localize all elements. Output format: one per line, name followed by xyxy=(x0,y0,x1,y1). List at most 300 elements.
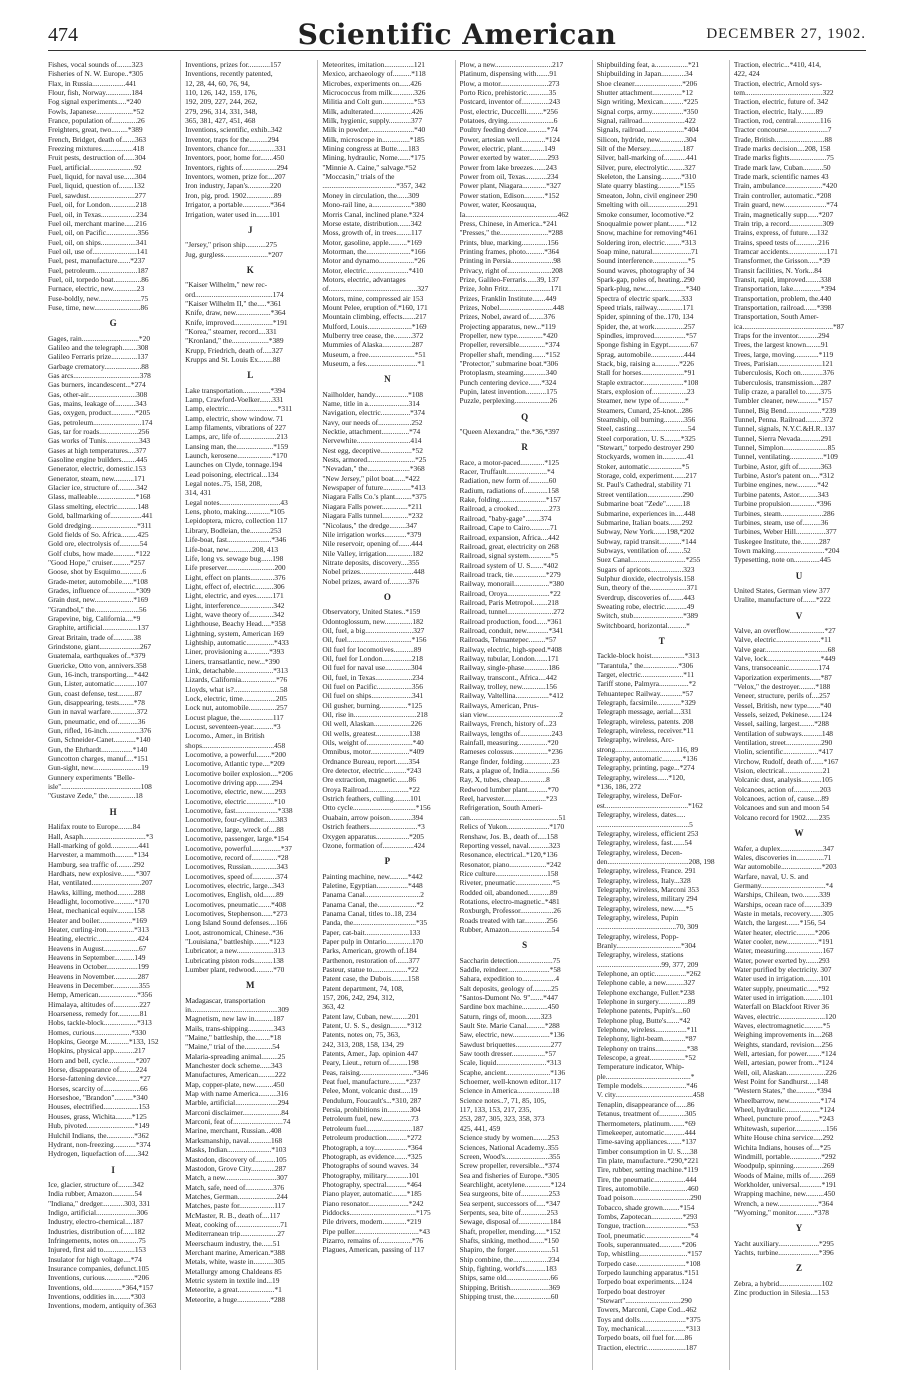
index-entry: Railroad, Paris Metropol........218 xyxy=(459,597,559,607)
index-entry: Fuel, liquid, for naval use......304 xyxy=(48,172,147,182)
index-entry: Museum, a free.........................*51 xyxy=(322,349,426,359)
index-entry: "Maine," battleship, the........*18 xyxy=(185,1033,282,1043)
index-entry: Fuel, pest, manufacture.......*237 xyxy=(48,256,146,266)
index-entry: Fuel, artificial........................92 xyxy=(48,162,142,172)
index-entry: Heavens in November.............287 xyxy=(48,971,149,981)
index-entry: Match, safe, need of...............376 xyxy=(185,1182,285,1192)
index-entry: Painting machine, new..........*442 xyxy=(322,871,423,881)
index-entry: Militia and Colt gun.................*53 xyxy=(322,97,425,107)
index-entry: Plagues, American, passing of 117 xyxy=(322,1245,425,1255)
index-entry: Waves, electromagnetic..........*5 xyxy=(733,1021,831,1031)
index-entry: Traction, rod, central.............116 xyxy=(733,116,831,126)
index-entry: Life, long vs. sewage bug......198 xyxy=(185,553,284,563)
index-entry: Goose, shot by Esquimo............6 xyxy=(48,567,147,577)
index-entry: Persia, prohibitions in............304 xyxy=(322,1105,421,1115)
index-entry: Guericke, Otto von, annivers.358 xyxy=(48,660,147,670)
index-entry: Jug, gurgless........................*207 xyxy=(185,249,283,259)
index-entry: Meerschaum industry, the......51 xyxy=(185,1238,281,1248)
index-entry: Science study by women........253 xyxy=(459,1133,560,1143)
index-entry: Krupp, Friedrich, death of.....327 xyxy=(185,345,283,355)
index-entry: Flax, in Russia..................441 xyxy=(48,78,137,88)
index-entry: Gun, disappearing, tests........*78 xyxy=(48,698,145,708)
index-entry: Map with name America..........316 xyxy=(185,1089,289,1099)
index-entry: Gas, petroleum..........................174 xyxy=(48,417,153,427)
index-entry: Telephone in surgery................89 xyxy=(596,997,696,1007)
index-entry: Pile drivers, modern.............*219 xyxy=(322,1217,422,1227)
index-entry: Telescope, a great...................*52 xyxy=(596,1053,696,1063)
index-entry: Stack, big, raising a.............*226 xyxy=(596,359,694,368)
index-entry: Serpents, sea, bite of..............253 xyxy=(459,1207,558,1217)
index-entry: Protoplasm, steaming............340 xyxy=(459,368,557,378)
index-entry: Inventors, poor, home for.......450 xyxy=(185,153,285,163)
index-entry: Train, ambulance....................*420 xyxy=(733,181,838,191)
index-entry: Niagara Falls tunnel..............*232 xyxy=(322,511,423,521)
index-entry: Milk, adulterated.....................426 xyxy=(322,106,424,116)
index-entry: Oil, fuel...................................*156 xyxy=(322,635,427,645)
index-entry: Madagascar, transportation xyxy=(185,995,266,1005)
index-entry: Torpedo launching apparatus.*151 xyxy=(596,1268,699,1277)
index-entry: Thermometers, platinum........*69 xyxy=(596,1118,696,1128)
index-entry: Link, detachable.....................*313 xyxy=(185,665,289,675)
index-entry: Trees, the largest known........91 xyxy=(733,340,829,350)
index-entry: Telephone exchange, Fuller.*238 xyxy=(596,987,695,997)
index-entry: Race, a motor-paced.............*125 xyxy=(459,457,560,467)
index-entry: Locomotive, a powerful........*200 xyxy=(185,750,286,760)
index-entry: Homes, curious....................*330 xyxy=(48,1027,147,1037)
index-entry: Smeaton, John, civil engineer 290 xyxy=(596,190,698,200)
index-entry: Trade mark, scientific names 43 xyxy=(733,172,829,182)
index-entry: Turbine, Astor, gift of............363 xyxy=(733,461,832,471)
index-entry: Telegraph, wireless, patents. 208 xyxy=(596,716,694,726)
index-entry: Well, artesian, power from...*124 xyxy=(733,1058,834,1068)
index-entry: Turbines, steam, use of..........36 xyxy=(733,517,829,527)
index-entry: Mails, trans-shipping..............343 xyxy=(185,1023,285,1033)
index-entry: 157, 206, 242, 294, 312, xyxy=(322,993,395,1002)
index-entry: "Presses," the..........................*288 xyxy=(459,228,563,238)
index-entry: "Stewart," torpedo destroyer 290 xyxy=(596,443,694,453)
index-entry: Mining, hydraulic, Nome.......*175 xyxy=(322,153,426,163)
index-entry: Shipping trust, the....................60 xyxy=(459,1292,559,1301)
index-entry: Railroad, "baby-gage"........374 xyxy=(459,513,552,523)
index-entry: Heavens in September...........149 xyxy=(48,952,146,962)
index-entry: Telegraphy, wireless, Arc- xyxy=(596,735,675,745)
index-entry: Workholder, universal............*191 xyxy=(733,1179,837,1189)
index-entry: Houses, electrified...................153 xyxy=(48,1102,150,1112)
index-entry: Trade marks decision....208, 158 xyxy=(733,144,831,154)
index-entry: Railways, French, history of...23 xyxy=(459,719,557,729)
section-letter: W xyxy=(794,828,804,839)
index-entry: Telephone, an optic.................*262 xyxy=(596,969,701,978)
index-entry: Spider, spinning of the..170, 134 xyxy=(596,312,694,322)
index-entry: Waste in metals, recovery.......305 xyxy=(733,908,834,918)
index-entry: Patents, notes on, 75, 363, xyxy=(322,1030,400,1040)
index-entry: Furnace, electric, new.............23 xyxy=(48,284,145,294)
index-entry: Propeller shaft, mending.......*152 xyxy=(459,349,561,359)
index-entry: Volcanic dust, analysis...........105 xyxy=(733,775,833,785)
index-entry: West Point for Sandhurst.....148 xyxy=(733,1077,829,1087)
index-entry: Lumber plant, redwood..........*70 xyxy=(185,964,285,974)
index-entry: Zebra, a hybrid.......................102 xyxy=(733,1278,833,1288)
index-entry: Fuel oil, merchant marine......216 xyxy=(48,218,147,228)
index-entry: Ships, same old........................66 xyxy=(459,1273,558,1283)
index-entry: Waves, electric.........................120 xyxy=(733,1011,837,1021)
index-entry: Inventions, curious................*206 xyxy=(48,1273,149,1283)
index-entry: "Good Hope," cruiser..........*257 xyxy=(48,557,145,567)
index-entry: Lightning, system, American 169 xyxy=(185,628,284,638)
index-entry: Ostrich feathers..........................*3 xyxy=(322,822,425,832)
index-entry: Power, electric, plant............149 xyxy=(459,144,556,154)
index-entry: Turbine engines, new...........*42 xyxy=(733,480,829,490)
index-entry: Merchant marine, American.*388 xyxy=(185,1247,285,1257)
index-entry: Transportation, lake...............*394 xyxy=(733,284,836,294)
index-entry: Ship combine, the...................234 xyxy=(459,1254,560,1264)
index-entry: Peas, raising.............................*346 xyxy=(322,1067,429,1077)
index-entry: Plow, a new...............................217 xyxy=(459,60,564,69)
index-entry: Telephone, wireless.................*11 xyxy=(596,1025,698,1035)
index-entry: Garbage crematory....................88 xyxy=(48,361,149,371)
index-entry: Wichita Indians, houses of....*25 xyxy=(733,1142,831,1152)
index-entry: Locust, seventeen-year...........*3 xyxy=(185,722,281,732)
index-entry: Nile Valley, irrigation..............182 xyxy=(322,548,424,558)
index-entry: Prizes, Nobel.............................448 xyxy=(459,302,565,312)
index-entry: Tunnel, signals, N.Y.C.&H.R..137 xyxy=(733,424,836,434)
index-entry: Staple extractor......................*108 xyxy=(596,377,699,387)
index-entry: Telephony, light-beam............*87 xyxy=(596,1034,697,1044)
index-entry: Golf clubs, how made............*122 xyxy=(48,548,151,558)
index-entry: Meteorite, a great....................*1 xyxy=(185,1285,282,1295)
index-entry: Railroad, a crooked.................273 xyxy=(459,504,561,514)
index-entry: Rameses colossus...................*236 xyxy=(459,747,563,757)
index-entry: "Queen Alexandra," the.*36,*397 xyxy=(459,427,560,437)
index-entry: Telegraphy, wireless, Pupin xyxy=(596,912,679,922)
index-entry: Headlight, locomotive...........*170 xyxy=(48,896,150,906)
index-entry: "Kaiser Wilhelm," new rec- xyxy=(185,280,268,290)
index-entry: Storage, cold, experiment.......217 xyxy=(596,471,697,481)
index-entry: Locomotives, electric, large...343 xyxy=(185,880,285,890)
index-entry: Motor, electric.......................*410 xyxy=(322,265,424,275)
index-entry: Railroad, conduit, new............*341 xyxy=(459,625,564,635)
index-entry: Turbine patents, Astor..........343 xyxy=(733,489,829,499)
index-entry: Ouabain, arrow poison............394 xyxy=(322,812,424,822)
index-entry: Mount Pelee, eruption of.*160, 171 xyxy=(322,302,428,312)
index-entry: Traps for the inventor...........294 xyxy=(733,330,830,340)
index-entry: Valve, lock.............................*449 xyxy=(733,653,836,663)
index-entry: Telegraphy, wireless, fast.......54 xyxy=(596,838,692,848)
index-entry: Signal corps, army.................*350 xyxy=(596,106,699,116)
index-entry: Irrigator, a portable...............*364 xyxy=(185,200,286,210)
index-entry: Racer, Truffault......................*4 xyxy=(459,467,555,477)
index-entry: Necktie, attachment...............*74 xyxy=(322,427,421,437)
index-entry: Telegraphy, wireless, Popp- xyxy=(596,931,679,941)
index-entry: Roxburgh, Professor..................26 xyxy=(459,906,561,916)
index-entry: Punch centering device.......*324 xyxy=(459,377,557,387)
index-entry: Inventions, recently patented, xyxy=(185,69,273,79)
index-entry: Lubricator, a new....................313 xyxy=(185,946,285,956)
index-entry: ica.................................................*87 xyxy=(733,321,845,331)
index-entry: Rats, a plague of, India.............56 xyxy=(459,766,560,776)
index-entry: Galileo Ferraris prize..............137 xyxy=(48,352,149,362)
index-entry: Warships, ocean race of.........339 xyxy=(733,899,832,909)
index-entry: Legal notes..75, 158, 208, xyxy=(185,479,262,489)
index-entry: Glass, malleable.....................*168 xyxy=(48,492,151,502)
index-entry: Library, Bodleian, the...........253 xyxy=(185,525,282,535)
index-entry: Redwood lumber plant...........*70 xyxy=(459,784,559,794)
index-entry: Sea surgeons, bite of...............253 xyxy=(459,1189,560,1199)
index-entry: Shipbuilding in Japan.............34 xyxy=(596,69,693,79)
index-entry: Marine, merchant, Russian...408 xyxy=(185,1126,282,1136)
index-entry: Nile reservoir, opening of.......444 xyxy=(322,539,423,549)
index-entry: Piano resonator......................*242 xyxy=(322,1198,424,1208)
index-entry: Grade-meter, automobile......*108 xyxy=(48,576,148,586)
index-entry: Heating, electric......................424 xyxy=(48,934,149,944)
index-entry: Nobel prizes.............................448 xyxy=(322,567,425,577)
index-entry: Tires, automobile.....................460 xyxy=(596,1183,699,1193)
index-entry: Photography, spectral...........*464 xyxy=(322,1179,422,1189)
index-entry: Marble, artificial.......................294 xyxy=(185,1098,289,1108)
index-entry: Sewage, disposal of.................184 xyxy=(459,1217,561,1227)
index-entry: Town making...........................*204 xyxy=(733,545,840,555)
index-entry: Veneer, structure, perils of....257 xyxy=(733,691,831,701)
index-entry: *136, 186, 272 xyxy=(596,782,642,792)
index-entry: Power, artesian well..............*124 xyxy=(459,134,560,144)
index-entry: Milk, microscope in...............*185 xyxy=(322,134,425,144)
index-entry: Fog signal experiments.....*240 xyxy=(48,97,141,107)
index-entry: Fuse, time, new.........................86 xyxy=(48,302,148,312)
index-entry: Tariff stone, Palmyra................*2 xyxy=(596,679,696,689)
index-entry: Nests, armored..........................*25 xyxy=(322,455,427,465)
index-entry: Graphite, artificial...................137 xyxy=(48,623,149,633)
index-entry: Patent department, 74, 108, xyxy=(322,983,404,993)
index-entry: Speed trials, railway..............171 xyxy=(596,302,694,312)
index-entry: Relics of Yukon.......................*170 xyxy=(459,822,565,832)
index-entry: Wheel, hydraulic...................*124 xyxy=(733,1105,835,1115)
index-entry: Tombs, Zapotecan.................*293 xyxy=(596,1211,698,1221)
index-entry: Sea serpent, successors of.....*347 xyxy=(459,1198,561,1208)
index-entry: Lizards, California...................*76 xyxy=(185,675,288,685)
index-entry: Water cooler, new.................*191 xyxy=(733,936,834,946)
index-entry: Lamp, electric...........................*311 xyxy=(185,404,293,414)
index-entry: "Nevadan," the.......................*368 xyxy=(322,464,425,474)
index-entry: Moss, growth of, in trees........117 xyxy=(322,228,422,238)
index-entry: Oil fuel on Pacific...................356 xyxy=(322,682,423,691)
index-entry: 314, 431 xyxy=(185,488,212,498)
index-entry: Trade mark law, Cuban...........50 xyxy=(733,162,831,172)
index-entry: 365, 381, 427, 451, 468 xyxy=(185,116,256,126)
index-entry: 363, 42 xyxy=(322,1002,345,1012)
index-entry: Guatemala, earthquakes of..*379 xyxy=(48,651,146,661)
index-entry: Towers, Marconi, Cape Cod...462 xyxy=(596,1305,697,1315)
index-entry: Meat, cooking of........................71 xyxy=(185,1219,288,1229)
index-entry: Telegraphy, wireless, new.......*5 xyxy=(596,903,694,913)
index-entry: Tire, rubber, setting machine.*119 xyxy=(596,1165,699,1175)
index-entry: Mulberry tree cease, the..........372 xyxy=(322,330,424,340)
index-entry: Traction, electric, Italy........89 xyxy=(733,106,824,116)
index-entry: Silt of the Mersey..................187 xyxy=(596,144,694,154)
index-entry: Krupps and St. Louis Ex........88 xyxy=(185,354,281,364)
index-entry: Telegraphy, wireless, stations xyxy=(596,950,684,960)
index-entry: Loot, astronomical, Chinese..*36 xyxy=(185,927,284,937)
index-entry: Wrapping machine, new..........450 xyxy=(733,1189,836,1199)
index-entry: Railway, Valtellina..................*412 xyxy=(459,691,564,701)
index-entry: Silicon, hydride, new..............304 xyxy=(596,134,697,144)
index-entry: Snoqualmie power plant.........*12 xyxy=(596,218,697,228)
index-entry: Warships, Chilean, two.........339 xyxy=(733,890,831,900)
section-letter: Y xyxy=(795,1223,803,1234)
index-entry: Tools, superannuated............*206 xyxy=(596,1239,697,1249)
index-entry: shops.......................................458 xyxy=(185,740,286,750)
index-entry: of................................................327 xyxy=(322,284,429,294)
section-letter: I xyxy=(111,1164,115,1175)
index-entry: Horn and bell, cycle...............*207 xyxy=(48,1055,151,1065)
index-entry: Navigation, electric................*374 xyxy=(322,408,425,418)
index-entry: Launches on Clyde, tonnage.194 xyxy=(185,460,283,470)
index-entry: Street ventilation...................290 xyxy=(596,489,694,499)
index-entry: Shutter attachment................*12 xyxy=(596,88,693,98)
index-entry: Tetanus, treatment of..............305 xyxy=(596,1109,697,1119)
index-entry: Science notes..7, 71, 85, 105, xyxy=(459,1095,547,1105)
index-entry: Slate quarry blasting............*155 xyxy=(596,181,695,191)
index-entry: Refrigeration, South Ameri- xyxy=(459,803,543,813)
index-entry: Stoker, automatic..................*5 xyxy=(596,461,690,471)
index-entry: Horse-fattening device.............*27 xyxy=(48,1074,151,1084)
page-number: 474 xyxy=(48,24,78,46)
index-entry: Sweating robe, electric............49 xyxy=(596,601,695,611)
index-entry: Gases at high temperatures....377 xyxy=(48,445,147,455)
index-entry: Telephone patents, Pupin's....60 xyxy=(596,1006,691,1016)
index-entry: Railway, monorail...................*380 xyxy=(459,579,564,589)
index-entry: Plow, a motor..........................273 xyxy=(459,78,560,88)
index-entry: Locomotive, powerful................*37 xyxy=(185,843,292,853)
index-entry: Train guard, new.......................*74 xyxy=(733,200,838,210)
index-entry: Nile irrigation works............*379 xyxy=(322,529,422,539)
index-entry: Inventor, traps for the..........294 xyxy=(185,134,279,144)
index-entry: Sverdrup, discoveries of........443 xyxy=(596,592,695,602)
index-entry: can................................................51 xyxy=(459,812,566,822)
index-entry: Liner, provisioning a............*393 xyxy=(185,647,285,657)
index-entry: Potatoes, drying.........................6 xyxy=(459,116,558,126)
index-entry: Spark-plug, new......................*340 xyxy=(596,284,701,294)
section-letter: H xyxy=(109,806,117,817)
index-entry: Spectra of electric spark.......333 xyxy=(596,293,693,303)
index-entry: Fuse-boldly, new.......................75 xyxy=(48,293,149,303)
index-entry: Sardine box machine..............450 xyxy=(459,1002,559,1012)
index-entry: Traction, electric.....................187 xyxy=(596,1342,697,1352)
index-entry: Grades, influence of...............*309 xyxy=(48,585,151,595)
index-entry: Manchester dock scheme......343 xyxy=(185,1061,283,1071)
index-entry: Photograph, a toy..................*364 xyxy=(322,1142,423,1152)
index-entry: Lubricating piston rods..........138 xyxy=(185,955,284,965)
index-entry: Signal, railroad.......................422 xyxy=(596,116,696,126)
index-entry: Railway, trolley, new.............156 xyxy=(459,682,557,691)
index-entry: Liners, transatlantic, new...*390 xyxy=(185,656,280,666)
index-entry: Tumbler cleaner, new...........*157 xyxy=(733,396,833,406)
index-entry: Gas works of Tunis..................343 xyxy=(48,436,151,446)
index-entry: Panama Canal, the.....................*2 xyxy=(322,899,424,909)
index-entry: Map, copper-plate, new..........450 xyxy=(185,1079,285,1089)
index-entry: Hopkins, physical app...........217 xyxy=(48,1046,146,1056)
index-entry: Waterfall on Blackfoot River 36 xyxy=(733,1002,829,1012)
index-entry: Sea and fisheries of Europe..*305 xyxy=(459,1170,560,1180)
index-entry: Hydrogen, liquefaction of.......342 xyxy=(48,1149,149,1159)
index-entry: Train controller, automatic..*208 xyxy=(733,190,832,200)
index-entry: Sugars of apricots..................323 xyxy=(596,564,695,574)
index-entry: Ore extraction, magnetic.......86 xyxy=(322,775,416,785)
index-entry: Vaporization experiments......*87 xyxy=(733,672,832,682)
index-entry: Patent law, Cuban, new.........201 xyxy=(322,1011,420,1021)
index-entry: Railroad, tunnel.........................272 xyxy=(459,607,565,617)
masthead: Scientific American xyxy=(297,18,617,51)
index-entry: Industries, distribution of......182 xyxy=(48,1226,146,1236)
index-entry: Sound waves, photography of 34 xyxy=(596,265,695,275)
index-entry: Panda, the..................................*35 xyxy=(322,918,428,928)
index-entry: Tool, pneumatic.........................*4 xyxy=(596,1230,699,1240)
index-entry: Lake transportation...............*394 xyxy=(185,385,286,395)
index-entry: 425, 441, 459 xyxy=(459,1123,501,1133)
index-entry: "Nicolaus," the dredge.........347 xyxy=(322,520,418,530)
section-letter: J xyxy=(248,224,253,235)
index-entry: Horse, disappearance of.........224 xyxy=(48,1065,147,1075)
index-entry: Lamps, arc, life of....................213 xyxy=(185,432,288,442)
index-entry: Gun, 16-inch, transporting....*442 xyxy=(48,670,149,679)
index-entry: Train trip, a record..................309 xyxy=(733,218,834,228)
index-entry: Ventilation of subways...........148 xyxy=(733,728,834,738)
index-entry: Sawdust briquettes...................277 xyxy=(459,1039,562,1049)
index-entry: 12, 28, 44, 60, 76, 94, xyxy=(185,78,250,88)
index-entry: Submarine boat "Zede".........18 xyxy=(596,499,690,509)
index-entry: "Velox," the destroyer.........*188 xyxy=(733,682,831,691)
index-entry: Indigo, artificial......................306 xyxy=(48,1207,148,1217)
index-entry: Locomotives, Stephenson......*273 xyxy=(185,908,288,918)
index-entry: Great Britain, trade of...........38 xyxy=(48,632,141,642)
index-entry: Patent, U. S. S., design.........*312 xyxy=(322,1021,422,1031)
index-entry: Ship, fighting, world's...........183 xyxy=(459,1263,557,1273)
index-entry: Pupin, latest invention...........175 xyxy=(459,387,558,397)
index-entry: Motors, mine, compressed air 153 xyxy=(322,293,424,303)
index-entry: "Indiana," dredger............303, 331 xyxy=(48,1198,151,1208)
index-entry: Railroad track, tie..................*279 xyxy=(459,569,561,579)
index-entry: Train, magnetically supp......*207 xyxy=(733,209,834,219)
index-entry: Heater and boiler..................*169 xyxy=(48,915,147,925)
index-entry: Oils, weight of.........................*40 xyxy=(322,738,424,748)
index-entry: Tunnel, Penna. Railroad.........372 xyxy=(733,415,834,425)
index-entry: Morse estate, distribution.......342 xyxy=(322,218,422,228)
index-entry: Silver, ball-marking of............441 xyxy=(596,153,698,163)
index-entry: Parthenon, restoration of.......377 xyxy=(322,955,420,965)
index-entry: Otto cycle..................................*156 xyxy=(322,803,431,813)
index-entry: Gas, tar for roads.....................256 xyxy=(48,427,150,437)
index-entry: Telegraphy, wireless, France. 291 xyxy=(596,866,696,876)
section-letter: U xyxy=(795,570,803,581)
index-entry: Mastodon, Grove City.............287 xyxy=(185,1163,287,1173)
index-entry: Gun, the Ehrhardt.................*140 xyxy=(48,744,148,754)
index-entry: Freezing mixtures.................418 xyxy=(48,144,145,154)
index-entry: Transportation, railroad.......*398 xyxy=(733,302,832,312)
index-entry: Locomotives, speed of.............374 xyxy=(185,871,288,881)
index-entry: Telephone cable, a new..........327 xyxy=(596,978,696,988)
index-entry: Piddocks....................................*175 xyxy=(322,1207,431,1217)
index-entry: Time-saving appliances........*137 xyxy=(596,1137,697,1147)
index-entry: Printing in Persia.......................98 xyxy=(459,256,561,266)
index-entry: Nitrate deposits, discovery....355 xyxy=(322,557,420,567)
index-entry: Trade, British...........................88 xyxy=(733,134,832,144)
index-entry: Subway, rapid transit............*144 xyxy=(596,536,697,546)
index-entry: est.............................................*162 xyxy=(596,800,703,810)
index-entry: V. city..........................................458 xyxy=(596,1090,705,1100)
index-entry: Launch, kerosene...................*170 xyxy=(185,451,288,461)
index-entry: Iron, pig, prod. 1902...............89 xyxy=(185,190,282,200)
index-entry: Locomotive, four-cylinder.......383 xyxy=(185,815,288,825)
index-entry: Heat, mechanical equiv.........158 xyxy=(48,906,145,916)
